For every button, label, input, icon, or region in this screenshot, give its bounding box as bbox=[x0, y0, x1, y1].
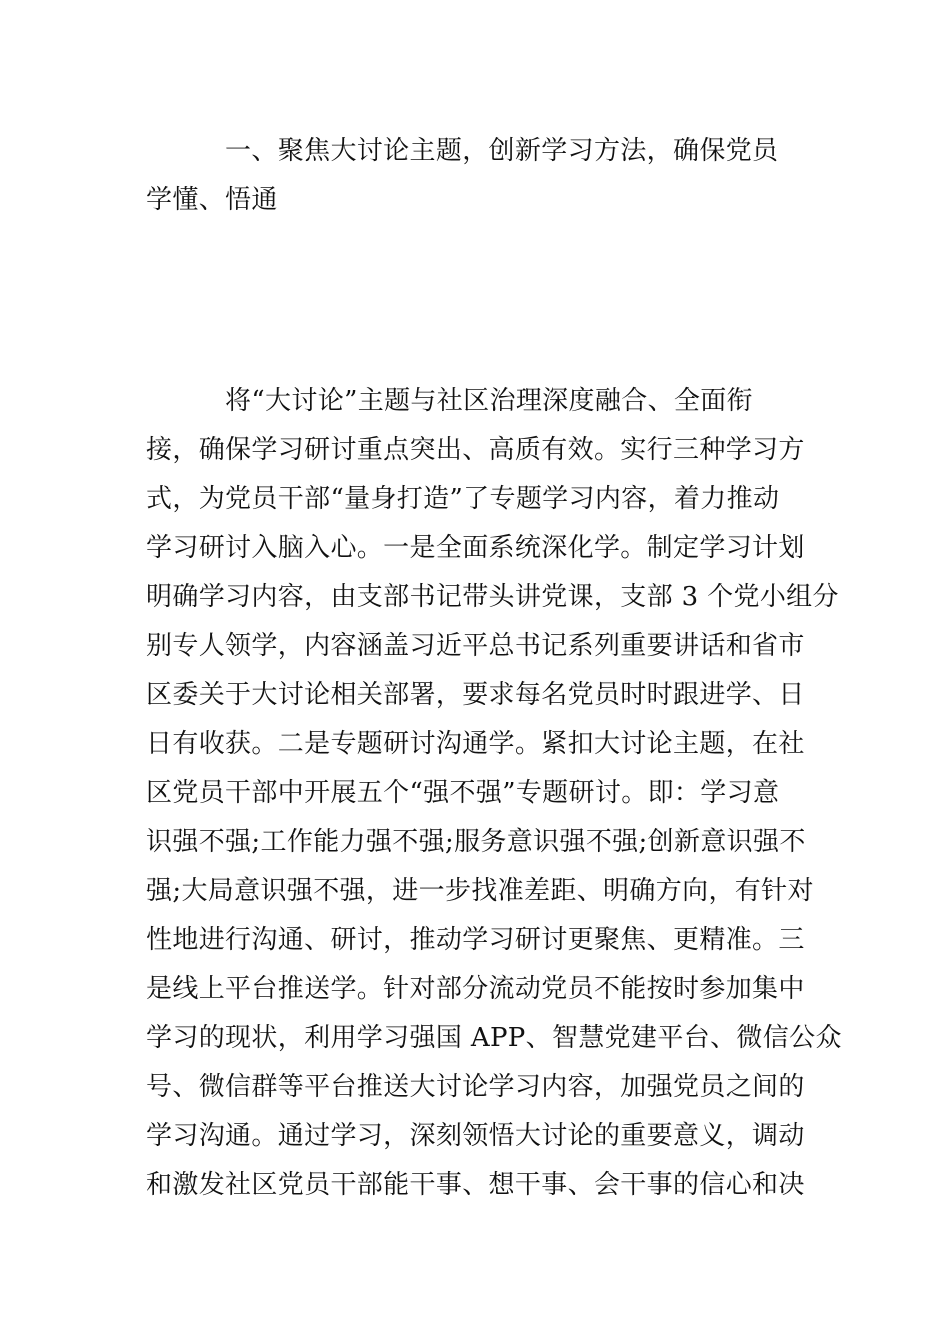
body-line-15: 号、微信群等平台推送大讨论学习内容，加强党员之间的 bbox=[146, 1072, 805, 1102]
body-line-1: 将“大讨论”主题与社区治理深度融合、全面衔 bbox=[146, 386, 753, 416]
body-line-9: 区党员干部中开展五个“强不强”专题研讨。即：学习意 bbox=[146, 778, 780, 808]
heading-line-1: 一、聚焦大讨论主题，创新学习方法，确保党员 bbox=[146, 136, 779, 166]
body-line-4: 学习研讨入脑入心。一是全面系统深化学。制定学习计划 bbox=[146, 533, 805, 563]
body-line-5: 明确学习内容，由支部书记带头讲党课，支部 3 个党小组分 bbox=[146, 582, 839, 612]
heading-line-2: 学懂、悟通 bbox=[146, 185, 278, 215]
body-line-11: 强;大局意识强不强，进一步找准差距、明确方向，有针对 bbox=[146, 876, 814, 906]
body-line-17: 和激发社区党员干部能干事、想干事、会干事的信心和决 bbox=[146, 1170, 805, 1200]
body-line-3: 式，为党员干部“量身打造”了专题学习内容，着力推动 bbox=[146, 484, 780, 514]
body-line-12: 性地进行沟通、研讨，推动学习研讨更聚焦、更精准。三 bbox=[146, 925, 805, 955]
body-line-2: 接，确保学习研讨重点突出、高质有效。实行三种学习方 bbox=[146, 435, 805, 465]
body-line-8: 日有收获。二是专题研讨沟通学。紧扣大讨论主题，在社 bbox=[146, 729, 805, 759]
body-line-13: 是线上平台推送学。针对部分流动党员不能按时参加集中 bbox=[146, 974, 805, 1004]
body-line-16: 学习沟通。通过学习，深刻领悟大讨论的重要意义，调动 bbox=[146, 1121, 805, 1151]
body-line-6: 别专人领学，内容涵盖习近平总书记系列重要讲话和省市 bbox=[146, 631, 805, 661]
body-line-7: 区委关于大讨论相关部署，要求每名党员时时跟进学、日 bbox=[146, 680, 805, 710]
body-line-10: 识强不强;工作能力强不强;服务意识强不强;创新意识强不 bbox=[146, 827, 806, 857]
body-line-14: 学习的现状，利用学习强国 APP、智慧党建平台、微信公众 bbox=[146, 1023, 842, 1053]
